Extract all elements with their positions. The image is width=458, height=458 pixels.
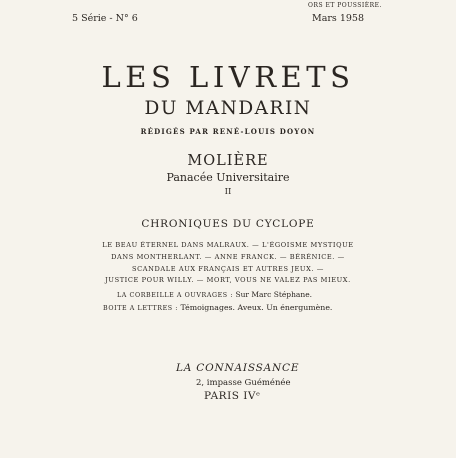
corbeille-text: Sur Marc Stéphane.	[235, 290, 313, 299]
feature-volume: II	[224, 187, 232, 197]
series-number: 5 Série - N° 6	[72, 13, 138, 24]
chroniques-line: DANS MONTHERLANT. — ANNE FRANCK. — BÉRÉNICE. —	[111, 253, 345, 261]
corbeille-label: LA CORBEILLE A OUVRAGES :	[117, 292, 234, 299]
publisher-name: LA CONNAISSANCE	[176, 362, 300, 374]
issue-date: Mars 1958	[312, 13, 365, 24]
feature-author: MOLIÈRE	[187, 153, 269, 169]
editor-line: RÉDIGÉS PAR RENÉ-LOUIS DOYON	[140, 127, 316, 136]
main-subtitle: DU MANDARIN	[144, 98, 312, 119]
boite-text: Témoignages. Aveux. Un énergumène.	[180, 303, 333, 312]
chroniques-title: CHRONIQUES DU CYCLOPE	[141, 218, 315, 230]
chroniques-line: LE BEAU ÉTERNEL DANS MALRAUX. — L'ÉGOISME MYSTIQUE	[102, 241, 354, 249]
feature-subtitle: Panacée Universitaire	[166, 171, 290, 184]
boite-line	[103, 303, 332, 312]
boite-label: BOITE A LETTRES :	[103, 305, 179, 312]
publisher-city: PARIS IVᵉ	[204, 390, 261, 402]
chroniques-line: JUSTICE POUR WILLY. — MORT, VOUS NE VALEZ PAS MIEUX.	[105, 276, 351, 284]
chroniques-line: SCANDALE AUX FRANÇAIS ET AUTRES JEUX. —	[132, 265, 324, 273]
top-right-fragment: ORS ET POUSSIÈRE.	[308, 2, 382, 9]
main-title: LES LIVRETS	[101, 60, 355, 94]
publisher-address: 2, impasse Guéménée	[196, 378, 291, 388]
corbeille-line	[117, 290, 312, 299]
